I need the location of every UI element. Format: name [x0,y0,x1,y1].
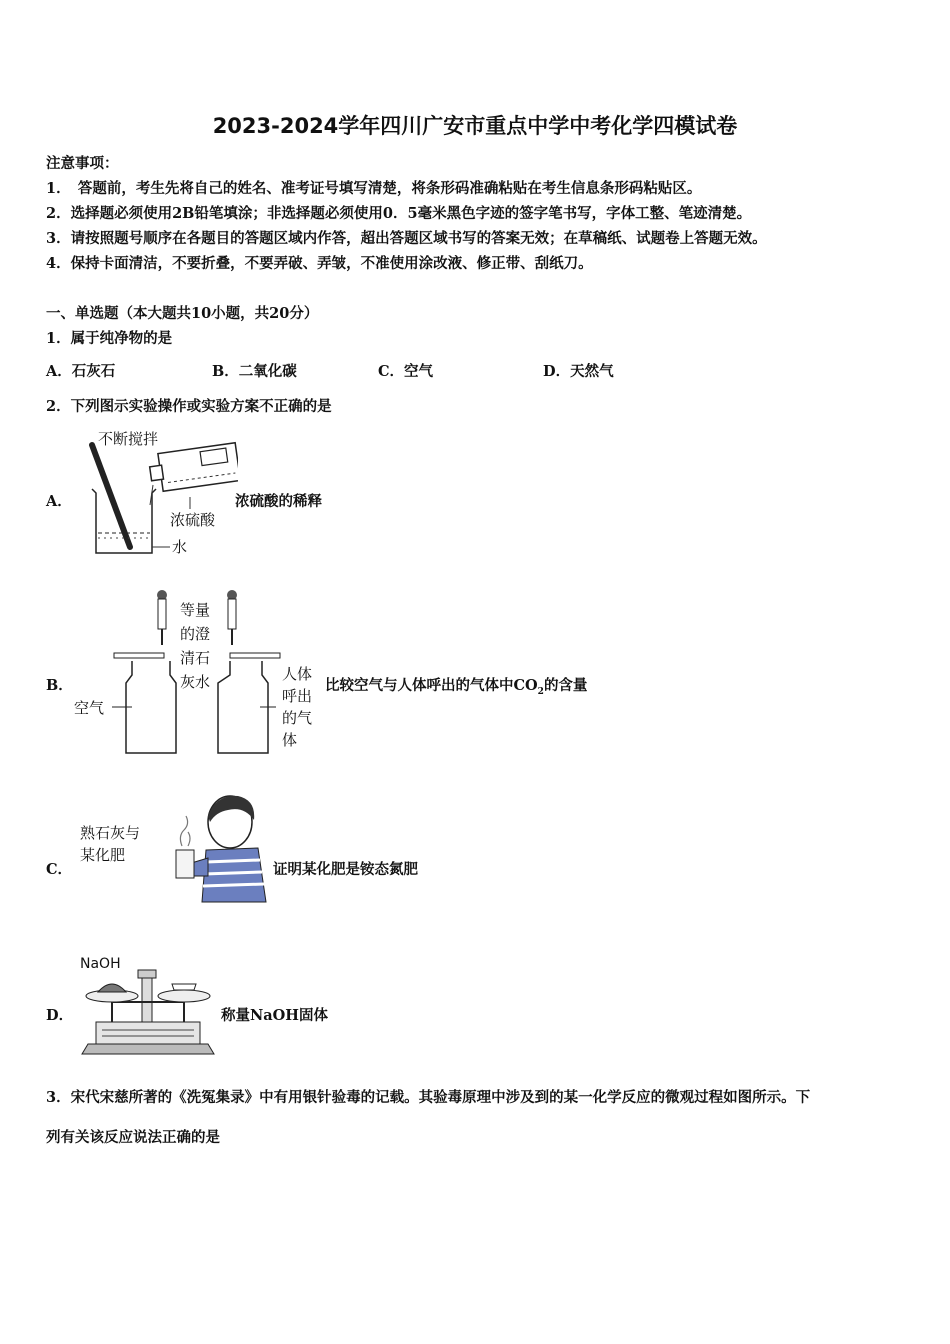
ammonium-test-figure [78,792,273,904]
glass-rod [92,445,130,547]
weight [172,984,196,990]
beaker [92,489,156,553]
section-heading: 一、单选题（本大题共10小题，共20分） [46,305,319,322]
notice-item: 3．请按照题号顺序在各题目的答题区域内作答，超出答题区域书写的答案无效；在草稿纸、试题卷上答题无效。 [46,230,767,247]
question-2-stem: 2．下列图示实验操作或实验方案不正确的是 [46,398,332,415]
fig-c-text2: 某化肥 [80,846,126,864]
q2-option-a-label: A． [46,493,72,510]
q2-option-b-caption-tail: 的含量 [543,677,588,694]
naoh-pile [98,984,126,992]
co2-comparison-figure [70,585,322,760]
breath-text: 呼出 [282,687,313,705]
notice-item: 2．选择题必须使用2B铅笔填涂；非选择题必须使用0．5毫米黑色字迹的签字笔书写，字体工整、笔迹清楚。 [46,205,752,222]
q2-option-d-label: D． [46,1007,74,1024]
right-gas-bottle [218,653,280,753]
fig-c-text1: 熟石灰与 [80,824,141,842]
fig-a-stir-text: 不断搅拌 [98,430,159,448]
fig-a-water-text: 水 [172,538,188,556]
breath-text: 的气 [282,709,313,727]
q1-option-c: C．空气 [378,363,434,380]
limewater-text: 的澄 [180,625,211,643]
q2-option-d-caption: 称量NaOH固体 [221,1007,328,1024]
fig-a-acid-text: 浓硫酸 [170,511,216,529]
notice-heading: 注意事项： [46,155,119,172]
fig-d-naoh-text: NaOH [80,956,121,972]
right-pan [158,990,210,1002]
q2-option-a-caption: 浓硫酸的稀释 [235,493,322,510]
co2-subscript: 2 [537,686,544,697]
air-text: 空气 [74,699,105,717]
balance-figure [76,950,221,1060]
q1-option-d: D．天然气 [543,363,614,380]
acid-bottle [148,443,238,493]
left-dropper [157,590,167,645]
question-1-stem: 1．属于纯净物的是 [46,330,173,347]
notice-item: 4．保持卡面清洁，不要折叠，不要弄破、弄皱，不准使用涂改液、修正带、刮纸刀。 [46,255,593,272]
q2-option-b-caption-main: 比较空气与人体呼出的气体中CO [325,677,538,694]
q2-option-b-label: B． [46,677,73,694]
limewater-text: 等量 [180,601,211,619]
beaker [176,850,194,878]
breath-text: 人体 [282,665,313,683]
limewater-text: 清石 [180,649,211,667]
breath-text: 体 [282,731,298,749]
page-title: 2023-2024学年四川广安市重点中学中考化学四模试卷 [212,114,738,138]
question-3-line-2: 列有关该反应说法正确的是 [46,1129,220,1146]
right-dropper [227,590,237,645]
balance-base [96,1022,200,1044]
q2-option-b-caption [325,674,587,697]
left-gas-bottle [114,653,176,753]
q2-option-c-caption: 证明某化肥是铵态氮肥 [273,861,418,878]
acid-dilution-figure [78,425,238,560]
q1-option-b: B．二氧化碳 [212,363,297,380]
q2-option-c-label: C． [46,861,73,878]
question-3-line-1: 3．宋代宋慈所著的《洗冤集录》中有用银针验毒的记载。其验毒原理中涉及到的某一化学反应的微观过程如图所示。下 [46,1089,811,1106]
limewater-text: 灰水 [180,673,211,691]
q1-option-a: A．石灰石 [46,363,116,380]
notice-item: 1． 答题前，考生先将自己的姓名、准考证号填写清楚，将条形码准确粘贴在考生信息条形码粘贴区。 [46,180,702,197]
